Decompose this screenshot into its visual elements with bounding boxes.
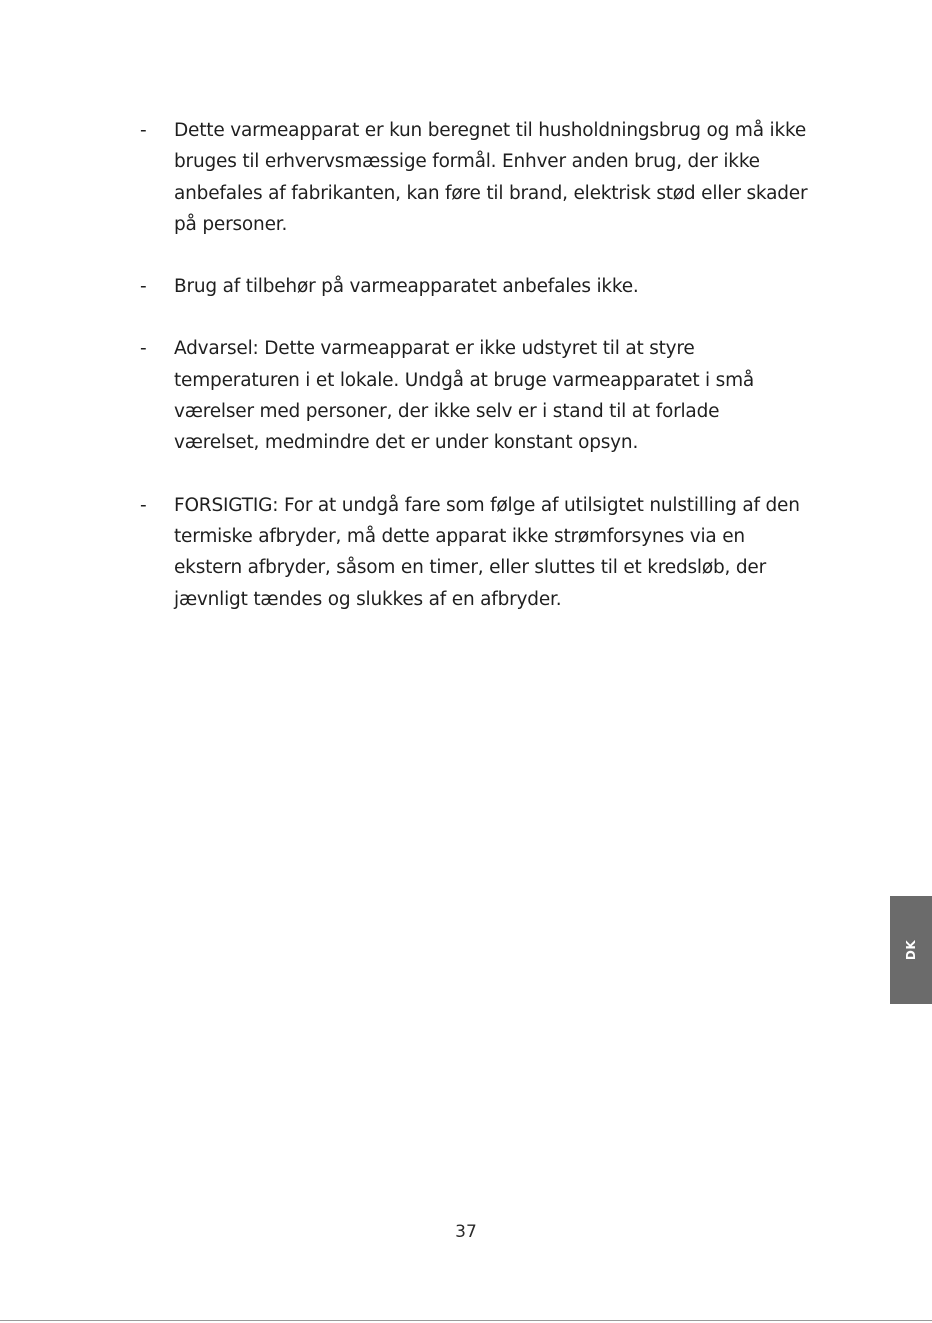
list-item <box>140 115 810 240</box>
list-item <box>140 333 810 458</box>
bullet-dash: - <box>140 120 147 141</box>
language-side-tab <box>890 896 932 1004</box>
safety-instructions-list <box>140 115 810 646</box>
list-item-text: Brug af tilbehør på varmeapparatet anbefales ikke. <box>174 276 639 298</box>
list-item-text: Advarsel: Dette varmeapparat er ikke udstyret til at styre temperaturen i et lokale. Undgå at bruge varmeapparatet i små værelser med personer, der ikke selv er i stand til at forlade værelset, medmindre det er under konstant opsyn. <box>174 338 755 454</box>
bullet-dash: - <box>140 494 147 516</box>
page-number: 37 <box>455 1222 477 1242</box>
page-bottom-rule <box>0 1320 932 1321</box>
list-item-text: Dette varmeapparat er kun beregnet til husholdningsbrug og må ikke bruges til erhvervsmæssige formål. Enhver anden brug, der ikke anbefales af fabrikanten, kan føre til brand, elektrisk stød eller skader på personer. <box>174 120 808 235</box>
bullet-dash: - <box>140 276 147 298</box>
bullet-dash: - <box>140 338 147 360</box>
list-item <box>140 271 810 302</box>
list-item-text: FORSIGTIG: For at undgå fare som følge af utilsigtet nulstilling af den termiske afbryder, må dette apparat ikke strømforsynes via en ekstern afbryder, såsom en timer, eller sluttes til et kredsløb, der jævnligt tændes og slukkes af en afbryder. <box>174 494 800 610</box>
list-item <box>140 490 810 615</box>
language-tab-label: DK <box>904 939 918 961</box>
